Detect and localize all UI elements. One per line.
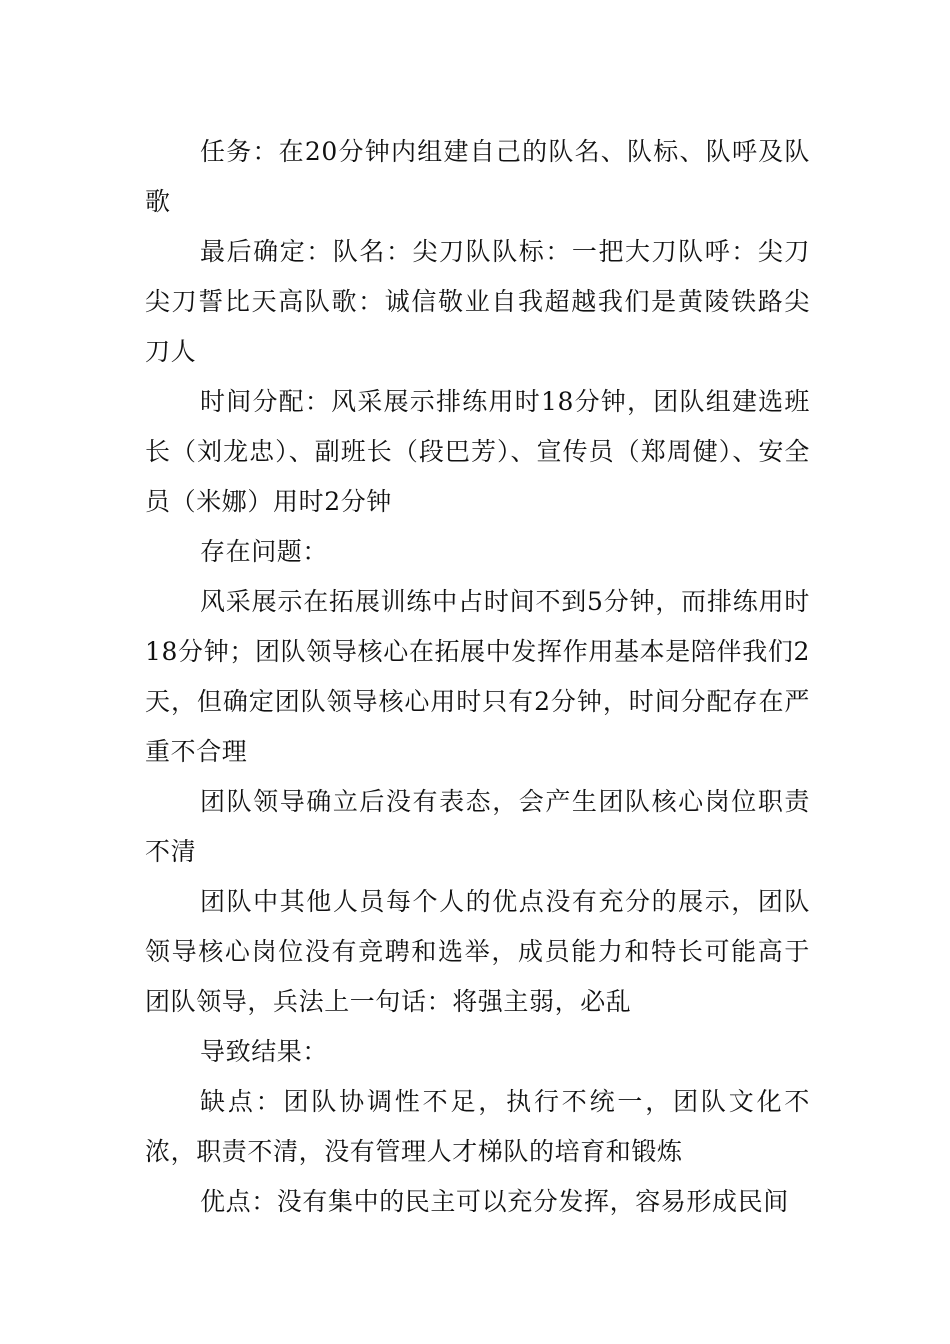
document-body [145,127,810,1227]
paragraph-problem-time: 风采展示在拓展训练中占时间不到5分钟，而排练用时18分钟；团队领导核心在拓展中发挥作用基本是陪伴我们2天，但确定团队领导核心用时只有2分钟，时间分配存在严重不合理 [145,587,810,766]
paragraph-final-decision: 最后确定：队名：尖刀队队标：一把大刀队呼：尖刀尖刀誓比天高队歌：诚信敬业自我超越我们是黄陵铁路尖刀人 [145,237,810,366]
paragraph-advantages: 优点：没有集中的民主可以充分发挥，容易形成民间 [200,1187,789,1216]
paragraph-time-allocation: 时间分配：风采展示排练用时18分钟，团队组建选班长（刘龙忠）、副班长（段巴芳）、宣传员（郑周健）、安全员（米娜）用时2分钟 [145,387,810,516]
paragraph-problems-heading: 存在问题： [200,537,329,566]
paragraph-task: 任务：在20分钟内组建自己的队名、队标、队呼及队歌 [145,137,810,216]
paragraph-results-heading: 导致结果： [200,1037,329,1066]
paragraph-problem-members: 团队中其他人员每个人的优点没有充分的展示，团队领导核心岗位没有竞聘和选举，成员能力和特长可能高于团队领导，兵法上一句话：将强主弱，必乱 [145,887,810,1016]
paragraph-problem-statement: 团队领导确立后没有表态，会产生团队核心岗位职责不清 [145,787,810,866]
paragraph-disadvantages: 缺点：团队协调性不足，执行不统一，团队文化不浓，职责不清，没有管理人才梯队的培育和锻炼 [145,1087,810,1166]
